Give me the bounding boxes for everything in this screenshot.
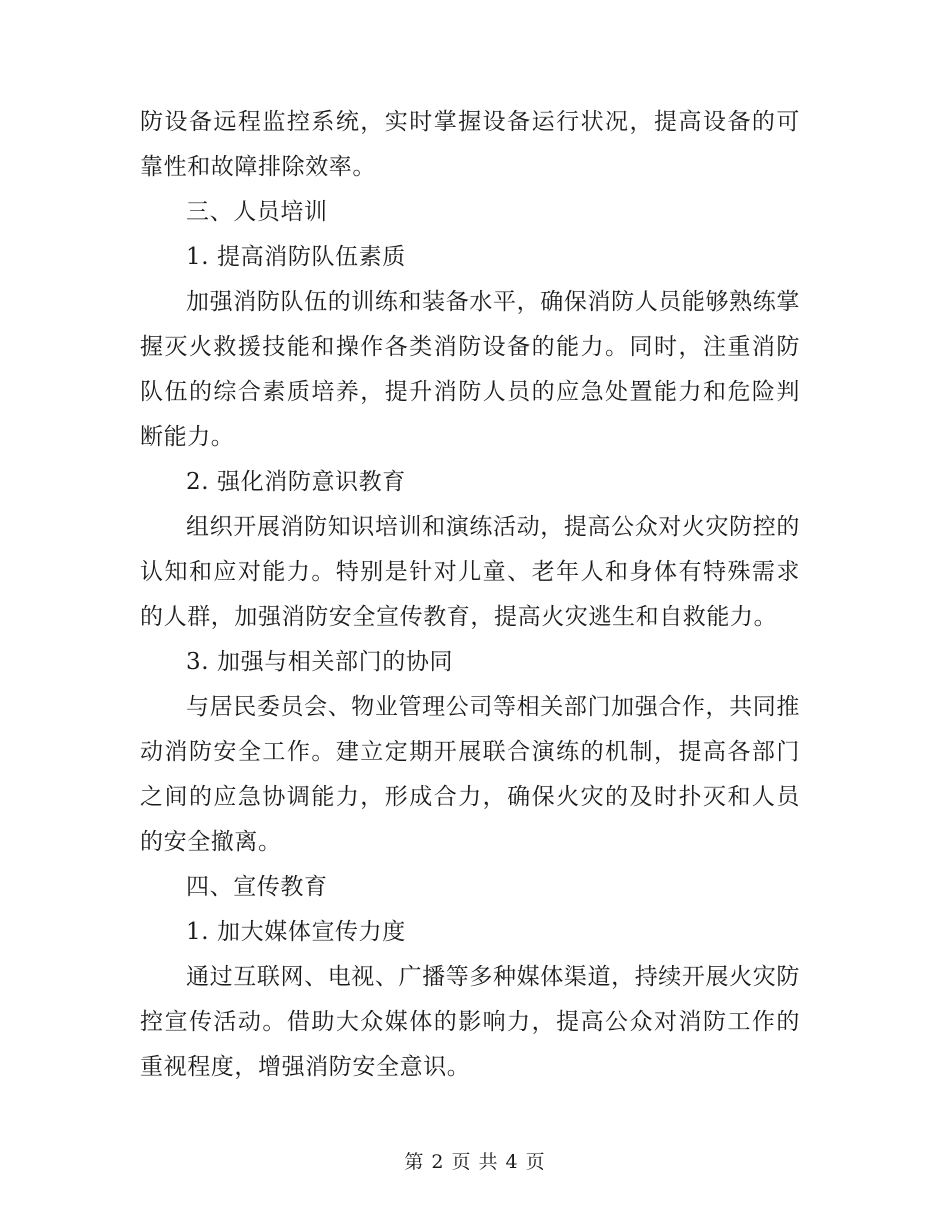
paragraph-continuation: 防设备远程监控系统，实时掌握设备运行状况，提高设备的可靠性和故障排除效率。 bbox=[140, 109, 800, 180]
paragraph-team-training: 加强消防队伍的训练和装备水平，确保消防人员能够熟练掌握灭火救援技能和操作各类消防设备的能力。同时，注重消防队伍的综合素质培养，提升消防人员的应急处置能力和危险判断能力。 bbox=[140, 289, 800, 450]
paragraph-department-coordination: 与居民委员会、物业管理公司等相关部门加强合作，共同推动消防安全工作。建立定期开展联合演练的机制，提高各部门之间的应急协调能力，形成合力，确保火灾的及时扑灭和人员的安全撤离。 bbox=[140, 694, 800, 855]
subheading-department-coordination: 3. 加强与相关部门的协同 bbox=[186, 649, 454, 675]
page-number-footer: 第 2 页 共 4 页 bbox=[404, 1151, 546, 1173]
subheading-media-publicity: 1. 加大媒体宣传力度 bbox=[186, 919, 406, 945]
subheading-awareness-education: 2. 强化消防意识教育 bbox=[186, 469, 406, 495]
document-body bbox=[140, 100, 800, 1090]
paragraph-awareness-education: 组织开展消防知识培训和演练活动，提高公众对火灾防控的认知和应对能力。特别是针对儿童、老年人和身体有特殊需求的人群，加强消防安全宣传教育，提高火灾逃生和自救能力。 bbox=[140, 514, 800, 630]
section-heading-personnel-training: 三、人员培训 bbox=[186, 199, 328, 225]
paragraph-media-publicity: 通过互联网、电视、广播等多种媒体渠道，持续开展火灾防控宣传活动。借助大众媒体的影响力，提高公众对消防工作的重视程度，增强消防安全意识。 bbox=[140, 964, 800, 1080]
section-heading-publicity-education: 四、宣传教育 bbox=[186, 874, 328, 900]
subheading-improve-team-quality: 1. 提高消防队伍素质 bbox=[186, 244, 406, 270]
